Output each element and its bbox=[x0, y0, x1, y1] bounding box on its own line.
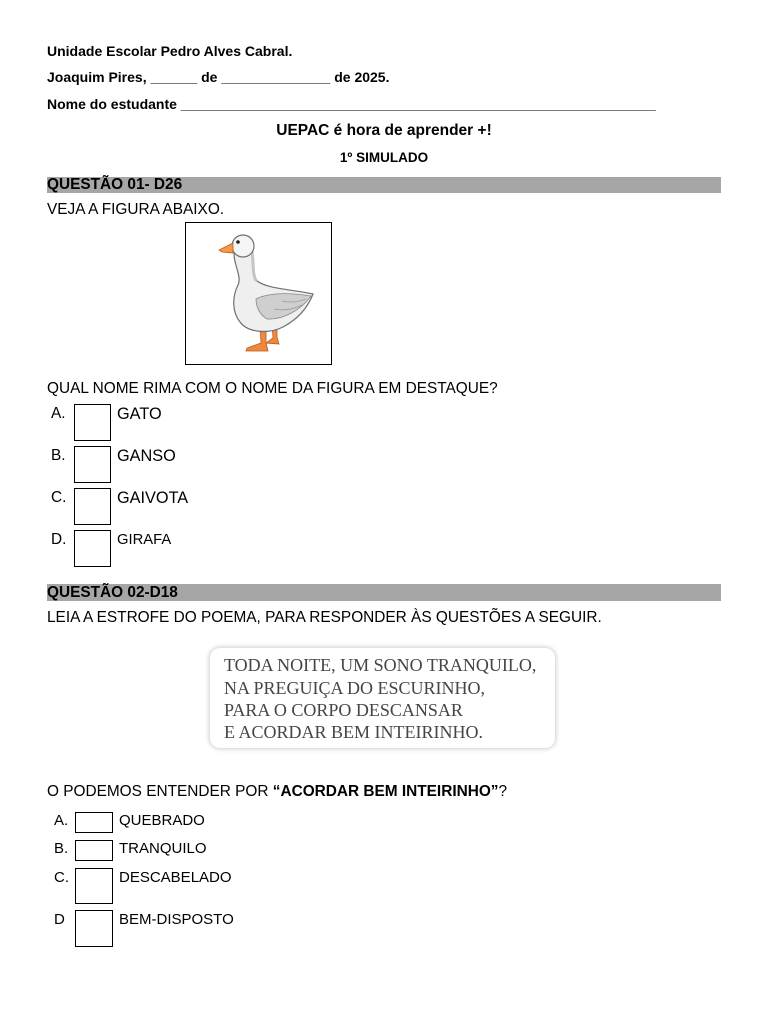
poem-line: NA PREGUIÇA DO ESCURINHO, bbox=[224, 678, 486, 698]
poem-stanza bbox=[210, 648, 555, 748]
student-name-line: Nome do estudante _____________________________________________________________ bbox=[47, 96, 656, 112]
question-1-option-d-text: GIRAFA bbox=[117, 532, 172, 548]
question-2-option-d-checkbox[interactable] bbox=[75, 910, 113, 947]
question-1-instruction: VEJA A FIGURA ABAIXO. bbox=[47, 201, 225, 218]
question-2-heading: QUESTÃO 02-D18 bbox=[47, 584, 721, 601]
question-1-option-b-checkbox[interactable] bbox=[74, 446, 111, 483]
exam-title: UEPAC é hora de aprender +! bbox=[276, 122, 492, 139]
question-1-option-c-text: GAIVOTA bbox=[117, 489, 189, 507]
question-2-option-d-text: BEM-DISPOSTO bbox=[119, 911, 234, 928]
poem-line: E ACORDAR BEM INTEIRINHO. bbox=[224, 722, 483, 742]
question-2-option-c-letter: C. bbox=[54, 869, 69, 886]
question-2-option-b-text: TRANQUILO bbox=[119, 840, 207, 857]
question-1-option-b-text: GANSO bbox=[117, 447, 176, 465]
question-1-option-c-letter: C. bbox=[51, 489, 67, 506]
question-1-option-a-text: GATO bbox=[117, 405, 162, 423]
question-2-instruction: LEIA A ESTROFE DO POEMA, PARA RESPONDER ÀS QUESTÕES A SEGUIR. bbox=[47, 609, 602, 626]
question-1-figure bbox=[185, 222, 332, 365]
question-1-option-a-checkbox[interactable] bbox=[74, 404, 111, 441]
question-2-prompt bbox=[47, 782, 507, 802]
question-2-option-d-letter: D bbox=[54, 911, 65, 928]
goose-icon bbox=[186, 223, 331, 364]
date-line: Joaquim Pires, ______ de ______________ de 2025. bbox=[47, 69, 390, 85]
question-1-option-c-checkbox[interactable] bbox=[74, 488, 111, 525]
question-2-prompt-text: O PODEMOS ENTENDER POR bbox=[47, 783, 273, 800]
question-1-prompt: QUAL NOME RIMA COM O NOME DA FIGURA EM DESTAQUE? bbox=[47, 380, 498, 397]
question-2-prompt-emphasis: “ACORDAR BEM INTEIRINHO” bbox=[272, 783, 499, 800]
question-2-option-a-text: QUEBRADO bbox=[119, 812, 205, 829]
question-2-option-b-checkbox[interactable] bbox=[75, 840, 113, 861]
question-2-option-a-letter: A. bbox=[54, 812, 69, 829]
question-1-option-d-checkbox[interactable] bbox=[74, 530, 111, 567]
question-2-option-b-letter: B. bbox=[54, 840, 69, 857]
poem-line: TODA NOITE, UM SONO TRANQUILO, bbox=[224, 655, 537, 675]
question-1-option-b-letter: B. bbox=[51, 447, 66, 464]
question-1-option-d-letter: D. bbox=[51, 531, 67, 548]
exam-subtitle: 1º SIMULADO bbox=[339, 150, 429, 165]
question-2-option-c-text: DESCABELADO bbox=[119, 869, 232, 886]
poem-line: PARA O CORPO DESCANSAR bbox=[224, 700, 463, 720]
school-name: Unidade Escolar Pedro Alves Cabral. bbox=[47, 43, 293, 59]
question-2-option-c-checkbox[interactable] bbox=[75, 868, 113, 904]
question-1-option-a-letter: A. bbox=[51, 405, 66, 422]
question-2-prompt-end: ? bbox=[498, 783, 508, 800]
question-2-option-a-checkbox[interactable] bbox=[75, 812, 113, 833]
question-1-heading: QUESTÃO 01- D26 bbox=[47, 177, 721, 193]
